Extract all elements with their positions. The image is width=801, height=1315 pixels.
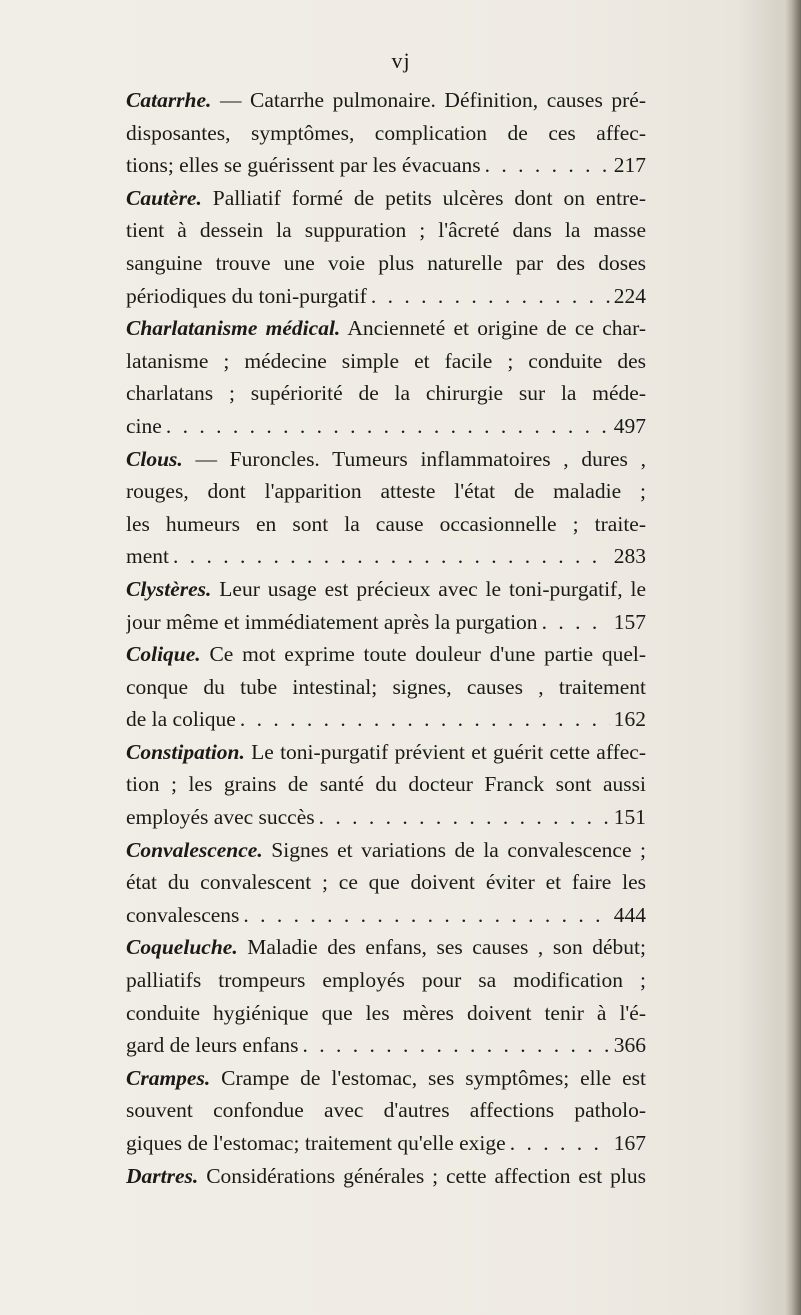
entry-line: — Catarrhe pulmonaire. Définition, causes pré- bbox=[219, 88, 646, 112]
entry-line: cine bbox=[126, 413, 162, 438]
entry-line: état du convalescent ; ce que doivent éviter et faire les bbox=[126, 870, 646, 895]
entry-page-number: 497 bbox=[613, 413, 646, 438]
index-entry-cautere bbox=[126, 182, 646, 312]
index-entry-clous bbox=[126, 443, 646, 573]
entry-line: palliatifs trompeurs employés pour sa modification ; bbox=[126, 968, 646, 993]
index-entry-constipation bbox=[126, 736, 646, 834]
entry-line: ment bbox=[126, 544, 169, 569]
leader-dots bbox=[173, 540, 610, 573]
entry-page-number: 224 bbox=[613, 283, 646, 308]
entry-page-number: 167 bbox=[613, 1131, 646, 1155]
entry-page-number: 151 bbox=[613, 805, 646, 830]
entry-term: Charlatanisme médical. bbox=[126, 316, 341, 341]
index-entry-clysteres bbox=[126, 573, 646, 638]
entry-line: tient à dessein la suppuration ; l'âcreté dans la masse bbox=[126, 218, 646, 243]
entry-line: rouges, dont l'apparition atteste l'état de maladie ; bbox=[126, 479, 646, 504]
page-number: vj bbox=[391, 48, 411, 73]
entry-line: — Furoncles. Tumeurs inflammatoires , dures , bbox=[195, 446, 646, 471]
page-edge-shadow bbox=[785, 0, 801, 1315]
entry-line: les humeurs en sont la cause occasionnelle ; traite- bbox=[126, 511, 646, 536]
index-entry-colique bbox=[126, 638, 646, 736]
entry-term: Clystères. bbox=[126, 576, 212, 601]
entry-line: Considérations générales ; cette affection est plus bbox=[206, 1163, 646, 1188]
entry-line: de la colique bbox=[126, 707, 236, 732]
leader-dots bbox=[485, 149, 610, 182]
leader-dots bbox=[240, 703, 610, 736]
entry-term: Catarrhe. bbox=[126, 88, 212, 112]
entry-line: latanisme ; médecine simple et facile ; conduite des bbox=[126, 348, 646, 373]
entry-line: Le toni-purgatif prévient et guérit cette affec- bbox=[251, 739, 646, 764]
entry-line: Crampe de l'estomac, ses symptômes; elle est bbox=[221, 1065, 646, 1090]
entry-line: Palliatif formé de petits ulcères dont on entre- bbox=[212, 185, 646, 210]
entry-line: gard de leurs enfans bbox=[126, 1033, 299, 1058]
entry-line: tions; elles se guérissent par les évacuans bbox=[126, 153, 481, 178]
entry-line: disposantes, symptômes, complication de ces affec- bbox=[126, 120, 646, 145]
entry-line: Ce mot exprime toute douleur d'une partie quel- bbox=[209, 642, 646, 667]
entry-line: jour même et immédiatement après la purgation bbox=[126, 609, 538, 634]
entry-line: périodiques du toni-purgatif bbox=[126, 283, 367, 308]
index-entry-coqueluche bbox=[126, 931, 646, 1061]
entry-term: Colique. bbox=[126, 642, 201, 667]
entry-line: tion ; les grains de santé du docteur Franck sont aussi bbox=[126, 772, 646, 797]
entry-line: Ancienneté et origine de ce char- bbox=[347, 316, 646, 341]
entry-line: convalescens bbox=[126, 902, 240, 927]
entry-term: Coqueluche. bbox=[126, 935, 238, 960]
entry-term: Constipation. bbox=[126, 739, 245, 764]
entry-page-number: 157 bbox=[613, 609, 646, 634]
leader-dots bbox=[371, 280, 610, 313]
entry-line: souvent confondue avec d'autres affections patholo- bbox=[126, 1098, 646, 1123]
leader-dots bbox=[510, 1127, 610, 1160]
entry-term: Clous. bbox=[126, 446, 183, 471]
entry-term: Convalescence. bbox=[126, 837, 263, 862]
entry-page-number: 217 bbox=[613, 153, 646, 178]
entry-line: giques de l'estomac; traitement qu'elle exige bbox=[126, 1131, 506, 1155]
entry-page-number: 444 bbox=[613, 902, 646, 927]
index-entry-crampes bbox=[126, 1062, 646, 1160]
entry-term: Crampes. bbox=[126, 1065, 211, 1090]
entry-term: Cautère. bbox=[126, 185, 202, 210]
entry-line: Maladie des enfans, ses causes , son début; bbox=[247, 935, 646, 960]
entry-line: conduite hygiénique que les mères doivent tenir à l'é- bbox=[126, 1000, 646, 1025]
leader-dots bbox=[303, 1029, 610, 1062]
entry-line: sanguine trouve une voie plus naturelle par des doses bbox=[126, 250, 646, 275]
leader-dots bbox=[243, 899, 609, 932]
entry-page-number: 366 bbox=[613, 1033, 646, 1058]
index-list bbox=[126, 84, 646, 1192]
index-entry-convalescence bbox=[126, 834, 646, 932]
entry-line: charlatans ; supériorité de la chirurgie sur la méde- bbox=[126, 381, 646, 406]
leader-dots bbox=[542, 606, 610, 639]
entry-page-number: 283 bbox=[613, 544, 646, 569]
leader-dots bbox=[166, 410, 610, 443]
index-entry-dartres bbox=[126, 1160, 646, 1193]
entry-line: Signes et variations de la convalescence ; bbox=[271, 837, 646, 862]
entry-term: Dartres. bbox=[126, 1163, 199, 1188]
index-entry-catarrhe bbox=[126, 84, 646, 182]
entry-page-number: 162 bbox=[613, 707, 646, 732]
leader-dots bbox=[319, 801, 610, 834]
entry-line: employés avec succès bbox=[126, 805, 315, 830]
entry-line: Leur usage est précieux avec le toni-purgatif, le bbox=[219, 576, 646, 601]
index-entry-charlatanisme bbox=[126, 312, 646, 442]
entry-line: conque du tube intestinal; signes, causes , traitement bbox=[126, 674, 646, 699]
